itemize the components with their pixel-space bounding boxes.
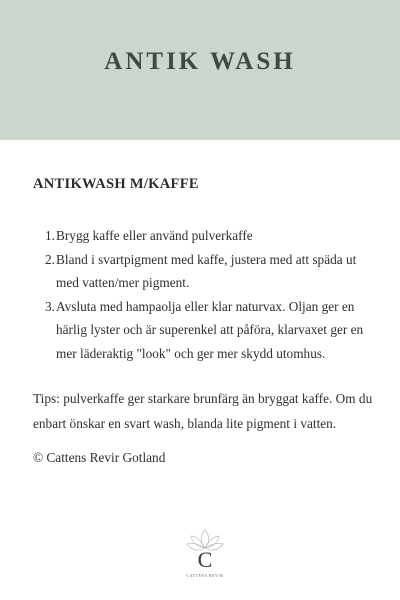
step-text: Avsluta med hampaolja eller klar naturvax. Oljan ger en härlig lyster och är superenkel att påföra, klarvaxet ger en mer läderaktig "look" och ger mer skydd utomhus.	[56, 298, 364, 361]
logo-letter: C	[197, 547, 213, 572]
step-number: 2.	[45, 251, 55, 267]
list-item	[33, 295, 378, 366]
steps-list	[33, 224, 378, 365]
step-number: 3.	[45, 298, 55, 314]
copyright-text: © Cattens Revir Gotland	[33, 450, 166, 465]
lotus-monogram-icon	[182, 526, 228, 582]
step-text: Brygg kaffe eller använd pulverkaffe	[56, 228, 253, 243]
step-number: 1.	[45, 228, 55, 243]
header-banner	[0, 0, 400, 140]
recipe-content	[33, 176, 378, 469]
recipe-subtitle: ANTIKWASH M/KAFFE	[33, 176, 199, 192]
logo	[182, 526, 228, 582]
list-item	[33, 248, 378, 295]
list-item	[33, 224, 378, 248]
tips-paragraph: Tips: pulverkaffe ger starkare brunfärg än bryggat kaffe. Om du enbart önskar en svart wash, blanda lite pigment i vatten.	[33, 391, 373, 431]
logo-text: CATTENS REVIR	[186, 573, 224, 578]
page-title: ANTIK WASH	[104, 48, 296, 75]
step-text: Bland i svartpigment med kaffe, justera med att späda ut med vatten/mer pigment.	[56, 251, 357, 290]
